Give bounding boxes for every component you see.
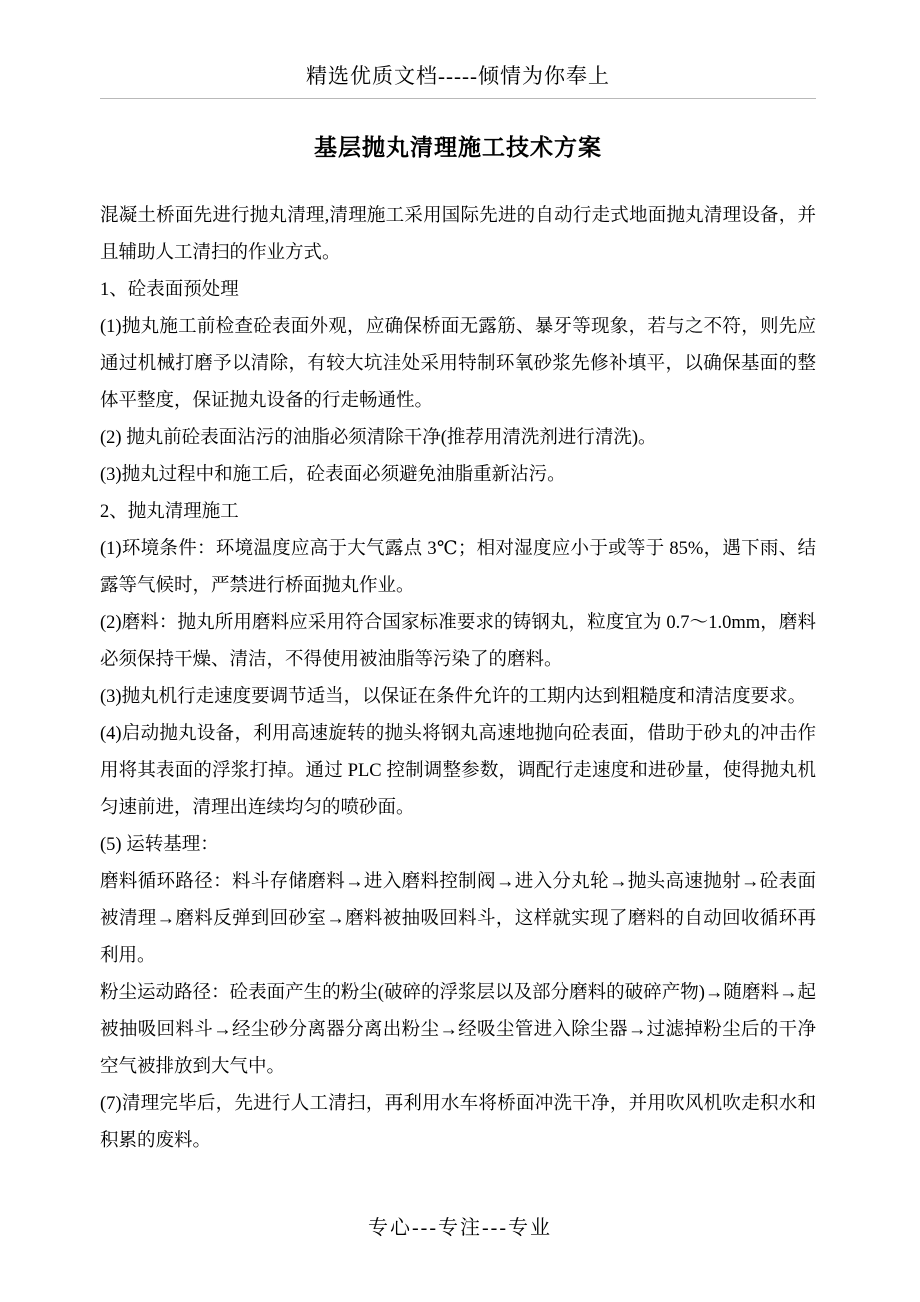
paragraph: (2) 抛丸前砼表面沾污的油脂必须清除干净(推荐用清洗剂进行清洗)。	[100, 428, 657, 448]
paragraph: 粉尘运动路径：砼表面产生的粉尘(破碎的浮浆层以及部分磨料的破碎产物)→随磨料→起被抽吸回料斗→经尘砂分离器分离出粉尘→经吸尘管进入除尘器→过滤掉粉尘后的干净空气被排放到大气中。	[100, 983, 816, 1077]
footer-text: 专心---专注---专业	[368, 1217, 552, 1239]
paragraph: (7)清理完毕后，先进行人工清扫，再利用水车将桥面冲洗干净，并用吹风机吹走积水和积累的废料。	[100, 1094, 816, 1151]
paragraph: (4)启动抛丸设备，利用高速旋转的抛头将钢丸高速地抛向砼表面，借助于砂丸的冲击作用将其表面的浮浆打掉。通过 PLC 控制调整参数，调配行走速度和进砂量，使得抛丸机匀速前进，清理出连续均匀的喷砂面。	[100, 724, 816, 818]
paragraph: (2)磨料：抛丸所用磨料应采用符合国家标准要求的铸钢丸，粒度宜为 0.7～1.0mm，磨料必须保持干燥、清洁，不得使用被油脂等污染了的磨料。	[100, 613, 816, 670]
paragraph: (3)抛丸机行走速度要调节适当，以保证在条件允许的工期内达到粗糙度和清洁度要求。	[100, 687, 807, 707]
document-content	[100, 0, 816, 1302]
paragraph: 混凝土桥面先进行抛丸清理,清理施工采用国际先进的自动行走式地面抛丸清理设备，并且辅助人工清扫的作业方式。	[100, 206, 816, 263]
paragraph: (5) 运转基理：	[100, 835, 219, 855]
header-watermark: 精选优质文档-----倾情为你奉上	[306, 64, 610, 88]
paragraph: 磨料循环路径：料斗存储磨料→进入磨料控制阀→进入分丸轮→抛头高速抛射→砼表面被清理→磨料反弹到回砂室→磨料被抽吸回料斗，这样就实现了磨料的自动回收循环再利用。	[100, 872, 816, 966]
header-divider	[100, 98, 816, 99]
paragraph: (3)抛丸过程中和施工后，砼表面必须避免油脂重新沾污。	[100, 465, 566, 485]
paragraph: 1、砼表面预处理	[100, 280, 239, 300]
paragraph: (1)抛丸施工前检查砼表面外观，应确保桥面无露筋、暴牙等现象，若与之不符，则先应通过机械打磨予以清除，有较大坑洼处采用特制环氧砂浆先修补填平，以确保基面的整体平整度，保证抛丸设备的行走畅通性。	[100, 317, 816, 411]
body-text	[100, 198, 816, 1160]
page-title: 基层抛丸清理施工技术方案	[314, 135, 602, 161]
paragraph: (1)环境条件：环境温度应高于大气露点 3℃；相对湿度应小于或等于 85%，遇下雨、结露等气候时，严禁进行桥面抛丸作业。	[100, 539, 816, 596]
paragraph: 2、抛丸清理施工	[100, 502, 239, 522]
